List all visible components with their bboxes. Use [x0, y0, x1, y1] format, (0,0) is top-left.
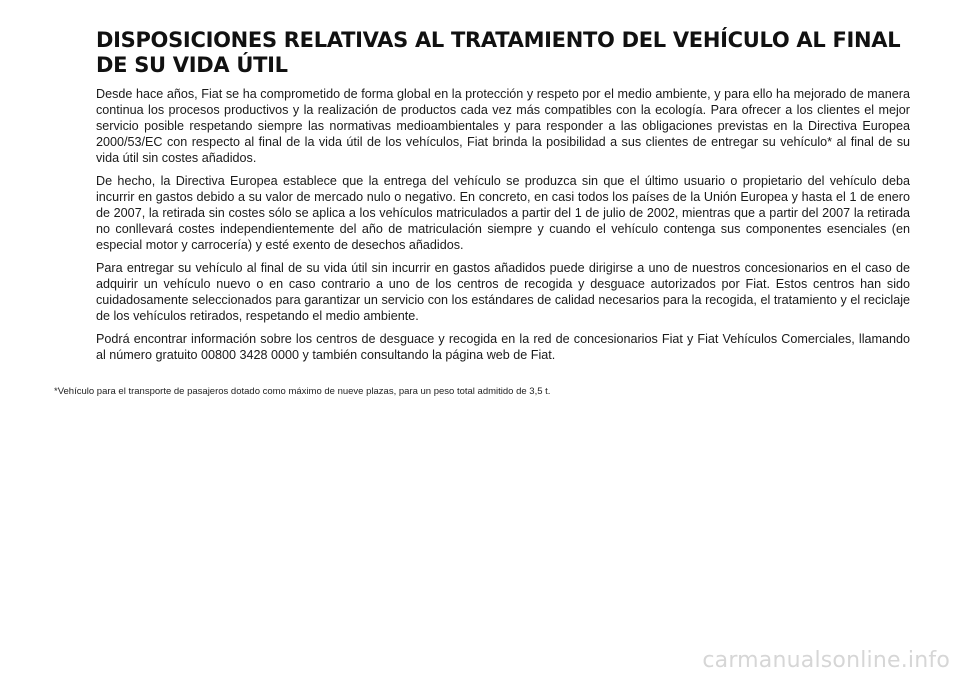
body-text — [96, 86, 910, 370]
paragraph-4: Podrá encontrar información sobre los centros de desguace y recogida en la red de concesionarios Fiat y Fiat Vehículos Comerciales, llamando al número gratuito 00800 3428 0000 y también consultando la página web de Fiat. — [96, 332, 910, 362]
paragraph-1: Desde hace años, Fiat se ha comprometido de forma global en la protección y respeto por el medio ambiente, y para ello ha mejorado de manera continua los procesos productivos y la realización de productos cada vez más compatibles con la ecología. Para ofrecer a los clientes el mejor servicio posible respetando siempre las normativas medioambientales y para responder a las obligaciones previstas en la Directiva Europea 2000/53/EC con respecto al final de la vida útil de los vehículos, Fiat brinda la posibilidad a sus clientes de entregar su vehículo* al final de su vida útil sin costes añadidos. — [96, 87, 910, 165]
paragraph-2: De hecho, la Directiva Europea establece que la entrega del vehículo se produzca sin que el último usuario o propietario del vehículo deba incurrir en gastos debido a su valor de mercado nulo o negativo. En concreto, en casi todos los países de la Unión Europea y hasta el 1 de enero de 2007, la retirada sin costes sólo se aplica a los vehículos matriculados a partir del 1 de julio de 2002, mientras que a partir del 2007 la retirada no conllevará costes independientemente del año de matriculación siempre y cuando el vehículo contenga sus componentes esenciales (en especial motor y carrocería) y esté exento de desechos añadidos. — [96, 174, 910, 252]
page-title: DISPOSICIONES RELATIVAS AL TRATAMIENTO DEL VEHÍCULO AL FINAL DE SU VIDA ÚTIL — [96, 28, 901, 77]
watermark: carmanualsonline.info — [702, 648, 950, 673]
footnote: *Vehículo para el transporte de pasajeros dotado como máximo de nueve plazas, para un peso total admitido de 3,5 t. — [54, 386, 551, 397]
paragraph-3: Para entregar su vehículo al final de su vida útil sin incurrir en gastos añadidos puede dirigirse a uno de nuestros concesionarios en el caso de adquirir un vehículo nuevo o en caso contrario a uno de los centros de recogida y desguace autorizados por Fiat. Estos centros han sido cuidadosamente seleccionados para garantizar un servicio con los estándares de calidad necesarios para la recogida, el tratamiento y el reciclaje de los vehículos retirados, respetando el medio ambiente. — [96, 261, 910, 323]
